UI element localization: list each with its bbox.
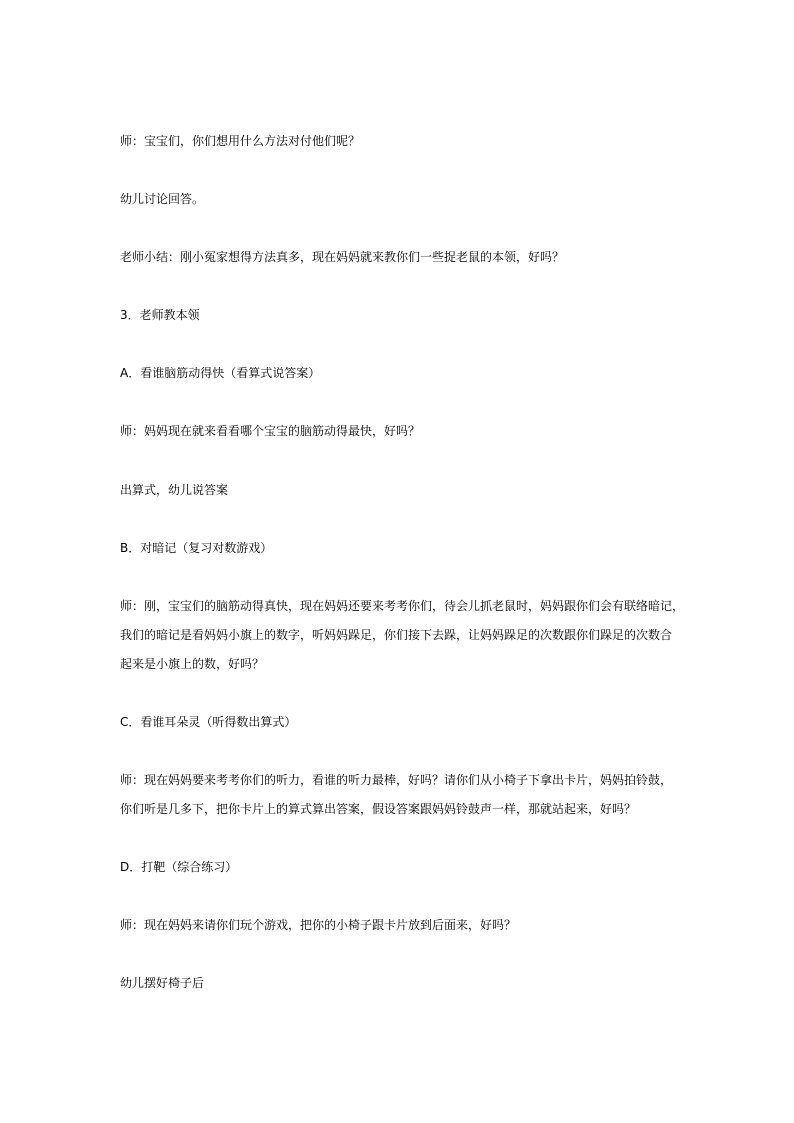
dialogue-line: 师：宝宝们，你们想用什么方法对付他们呢？ xyxy=(120,134,361,148)
section-heading: 3．老师教本领 xyxy=(120,308,200,322)
dialogue-line: 师：刚，宝宝们的脑筋动得真快，现在妈妈还要来考考你们，待会儿抓老鼠时，妈妈跟你们会有联络暗记， xyxy=(120,599,685,613)
subsection-heading: A．看谁脑筋动得快（看算式说答案） xyxy=(120,366,321,380)
dialogue-line: 师：现在妈妈要来考考你们的听力，看谁的听力最棒，好吗？请你们从小椅子下拿出卡片，妈妈拍铃鼓， xyxy=(120,773,673,787)
dialogue-line: 我们的暗记是看妈妈小旗上的数字，听妈妈跺足，你们接下去跺，让妈妈跺足的次数跟你们跺足的次数合 xyxy=(120,628,673,642)
dialogue-line: 师：妈妈现在就来看看哪个宝宝的脑筋动得最快，好吗？ xyxy=(120,424,421,438)
dialogue-line: 幼儿讨论回答。 xyxy=(120,192,205,206)
subsection-heading: D．打靶（综合练习） xyxy=(120,860,238,874)
dialogue-line: 起来是小旗上的数，好吗？ xyxy=(120,657,265,671)
dialogue-line: 出算式，幼儿说答案 xyxy=(120,483,229,497)
subsection-heading: C．看谁耳朵灵（听得数出算式） xyxy=(120,715,297,729)
subsection-heading: B．对暗记（复习对数游戏） xyxy=(120,541,273,555)
dialogue-line: 你们听是几多下，把你卡片上的算式算出答案，假设答案跟妈妈铃鼓声一样，那就站起来，好吗？ xyxy=(120,802,637,816)
dialogue-line: 幼儿摆好椅子后 xyxy=(120,976,205,990)
dialogue-line: 师：现在妈妈来请你们玩个游戏，把你的小椅子跟卡片放到后面来，好吗？ xyxy=(120,918,517,932)
dialogue-line: 老师小结：刚小冤家想得方法真多，现在妈妈就来教你们一些捉老鼠的本领，好吗？ xyxy=(120,250,565,264)
